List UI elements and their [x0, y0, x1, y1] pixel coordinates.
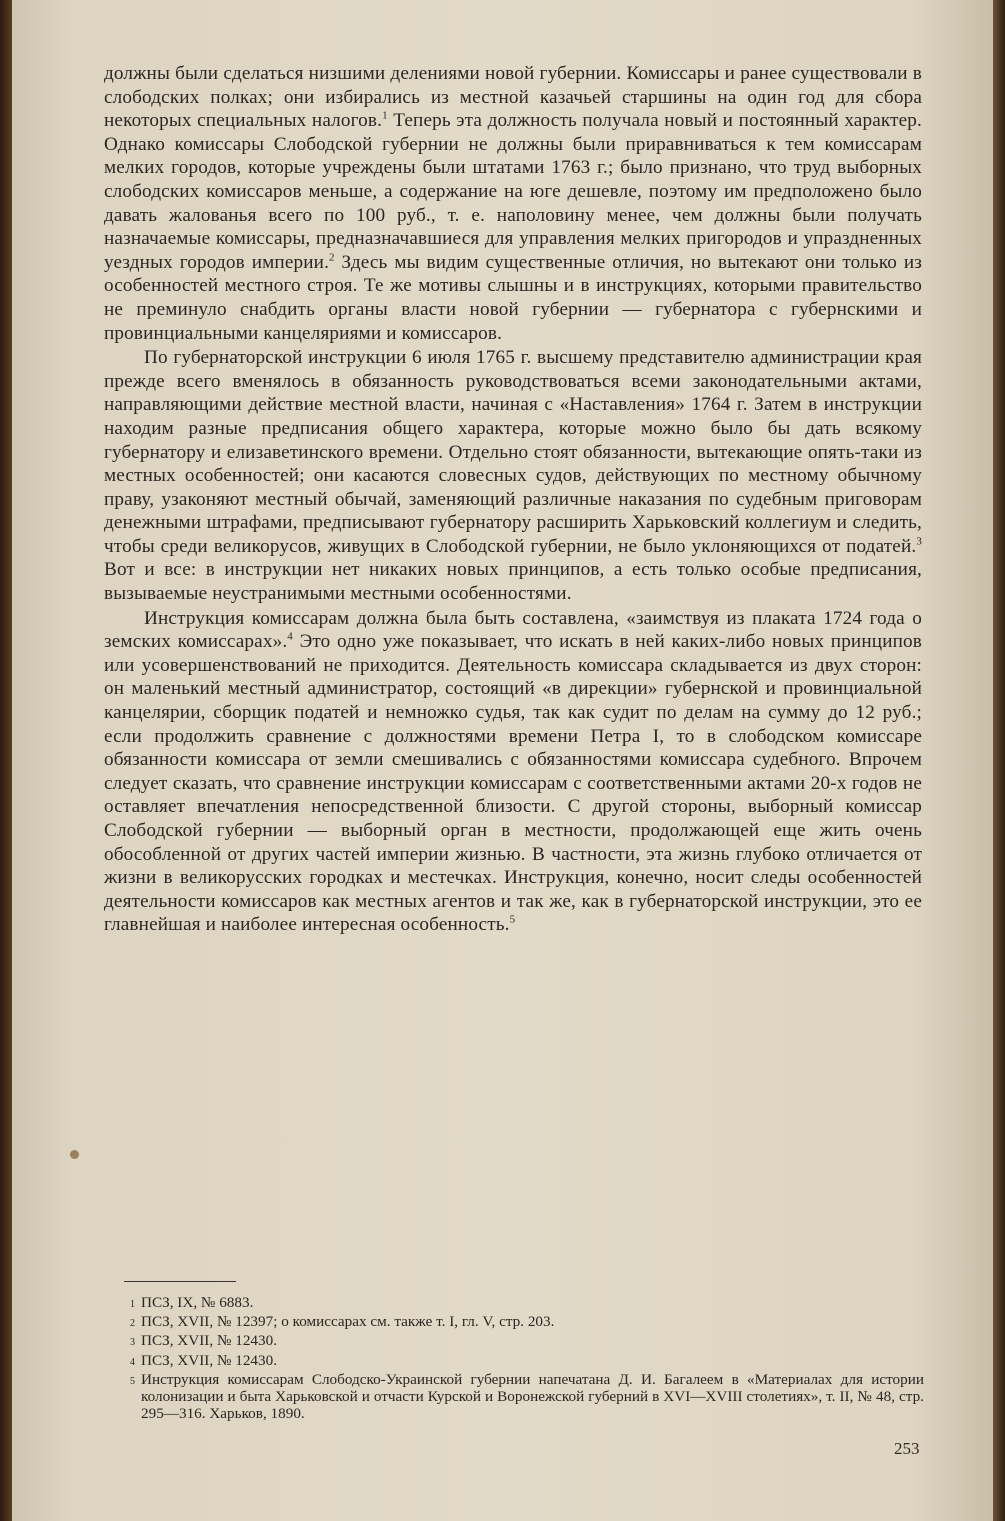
- footnote: [124, 1332, 924, 1351]
- footnote-number: 1: [130, 1299, 135, 1310]
- page-number: 253: [894, 1439, 920, 1458]
- text-run: Инструкция комиссарам должна была быть составлена, «заимствуя из плаката 1724 года о земских комиссарах».: [104, 607, 922, 653]
- footnote-text: ПСЗ, XVII, № 12430.: [141, 1351, 277, 1369]
- footnote-separator: [124, 1281, 236, 1282]
- footnote-ref: 5: [509, 913, 516, 926]
- margin-mark: [70, 1150, 79, 1159]
- paragraph: [104, 62, 922, 345]
- paragraph: [104, 346, 922, 606]
- footnotes: [124, 1294, 924, 1422]
- footnote-number: 2: [130, 1318, 135, 1330]
- text-run: Теперь эта должность получала новый и постоянный характер. Однако комиссары Слободской губернии не должны были приравниваться к тем комиссарам мелких городов, которые учреждены были штатами 1763 г.; было признано, что труд выборных слободских комиссаров меньше, а содержание на юге дешевле, поэтому им предположено было давать жалованья всего по 100 руб., т. е. наполовину менее, чем должны были получать назначаемые комиссары, предназначавшиеся для управления мелких пригородов и упраздненных уездных городов империи.: [104, 110, 922, 273]
- text-run: Это одно уже показывает, что искать в ней каких-либо новых принципов или усовершенствований не приходится. Деятельность комиссара складывается из двух сторон: он маленький местный администратор, состоящий «в дирекции» губернской и провинциальной канцелярии, сборщик податей и немножко судья, так как судит по делам на сумму до 12 руб.; если продолжить сравнение с должностями времени Петра I, то в слободском комиссаре обязанности комиссара от земли смешивались с обязанностями комиссара судебного. Впрочем следует сказать, что сравнение инструкции комиссарам с соответственными актами 20-х годов не оставляет впечатления непосредственной близости. С другой стороны, выборный комиссар Слободской губернии — выборный орган в местности, продолжающей еще жить очень обособленной от других частей империи жизнью. В частности, эта жизнь глубоко отличается от жизни в великорусских городках и местечках. Инструкция, конечно, носит следы особенностей деятельности комиссаров как местных агентов и так же, как в губернаторской инструкции, это ее главнейшая и наиболее интересная особенность.: [104, 631, 922, 936]
- text-run: По губернаторской инструкции 6 июля 1765 г. высшему представителю администрации края прежде всего вменялось в обязанность руководствоваться всеми законодательными актами, направляющими действие местной власти, начиная с «Наставления» 1764 г. Затем в инструкции находим разные предписания общего характера, которые можно было бы дать всякому губернатору и елизаветинского времени. Отдельно стоят обязанности, вытекающие опять-таки из местных особенностей; они касаются словесных судов, действующих по местному обычному праву, узаконяют местный обычай, заменяющий различные наказания по судебным приговорам денежными штрафами, предписывают губернатору расширить Харьковский коллегиум и следить, чтобы среди великорусов, живущих в Слободской губернии, не было уклоняющихся от податей.: [104, 347, 922, 557]
- footnote-text: Инструкция комиссарам Слободско-Украинской губернии напечатана Д. И. Багалеем в «Материалах для истории колонизации и быта Харьковской и отчасти Курской и Воронежской губерний в XVI—XVIII столетиях», т. II, № 48, стр. 295—316. Харьков, 1890.: [141, 1370, 924, 1423]
- footnote-text: ПСЗ, XVII, № 12430.: [141, 1332, 277, 1350]
- footnote: [124, 1313, 924, 1332]
- footnote-text: ПСЗ, IX, № 6883.: [141, 1294, 254, 1311]
- footnote-ref: 4: [287, 630, 293, 643]
- footnote-ref: 2: [329, 251, 335, 264]
- footnote: [124, 1371, 924, 1423]
- footnote-number: 4: [130, 1356, 135, 1368]
- footnote: [124, 1294, 924, 1313]
- book-binding-left: [0, 0, 12, 1521]
- footnote-number: 3: [130, 1337, 135, 1349]
- text-run: Здесь мы видим существенные отличия, но вытекают они только из особенностей местного строя. Те же мотивы слышны и в инструкциях, которыми правительство не преминуло снабдить органы власти новой губернии — губернатора с губернскими и провинциальными канцеляриями и комиссаров.: [104, 251, 922, 344]
- book-page: [12, 0, 993, 1521]
- paragraph: [104, 607, 922, 937]
- text-run: Вот и все: в инструкции нет никаких новых принципов, а есть только особые предписания, вызываемые неустранимыми местными особенностями.: [104, 559, 922, 605]
- footnote-number: 5: [130, 1375, 135, 1387]
- footnote-text: ПСЗ, XVII, № 12397; о комиссарах см. также т. I, гл. V, стр. 203.: [141, 1313, 555, 1331]
- main-text: [104, 62, 922, 937]
- footnote-ref: 3: [916, 535, 922, 548]
- book-binding-right: [993, 0, 1005, 1521]
- footnote: [124, 1352, 924, 1371]
- text-run: должны были сделаться низшими делениями новой губернии. Комиссары и ранее существовали в слободских полках; они избирались из местной казачьей старшины на один год для сбора некоторых специальных налогов.: [104, 63, 922, 132]
- footnote-ref: 1: [382, 109, 388, 122]
